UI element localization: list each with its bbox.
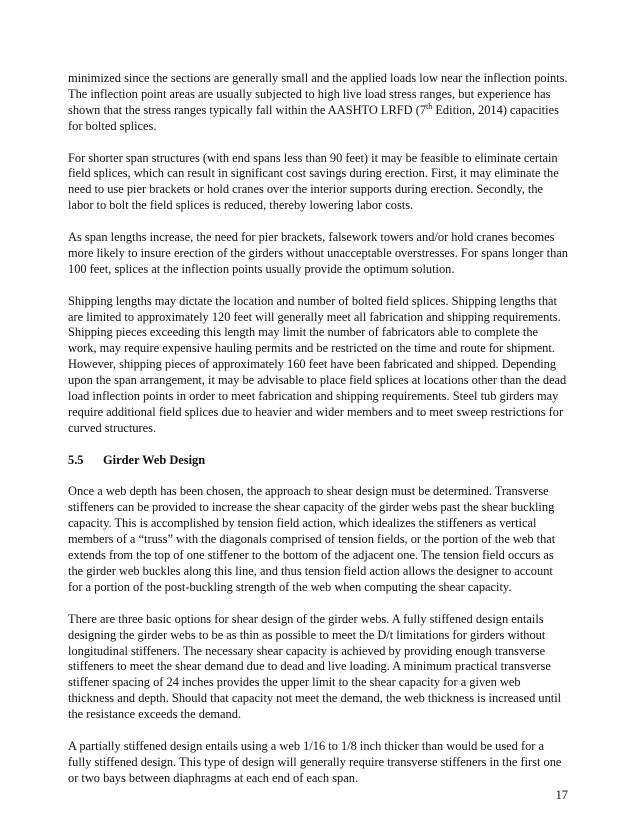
section-title: Girder Web Design xyxy=(103,452,206,467)
section-heading xyxy=(68,453,568,469)
paragraph-shear-design: Once a web depth has been chosen, the approach to shear design must be determined. Transverse stiffeners can be provided to increase the shear capacity of the girder webs past the shear buckling capacity. This is accomplished by tension field action, which idealizes the stiffeners as vertical members of a “truss” with the diagonals comprised of tension fields, or the portion of the web that extends from the top of one stiffener to the bottom of the adjacent one. The tension field occurs as the girder web buckles along this line, and thus tension field action allows the designer to account for a portion of the post-buckling strength of the web when computing the shear capacity. xyxy=(68,484,556,594)
paragraph-text: Edition, 2014) capacities for bolted splices. xyxy=(68,102,559,133)
section-number: 5.5 xyxy=(68,452,84,467)
paragraph-partially-stiffened: A partially stiffened design entails using a web 1/16 to 1/8 inch thicker than would be used for a fully stiffened design. This type of design will generally require transverse stiffeners in the first one or two bays between diaphragms at each end of each span. xyxy=(68,738,562,785)
paragraph-shipping-lengths: Shipping lengths may dictate the location and number of bolted field splices. Shipping lengths that are limited to approximately 120 feet will generally meet all fabrication and shipping requirements. Shipping pieces exceeding this length may limit the number of fabricators able to complete the work, may require expensive hauling permits and be restricted on the time and route for shipment. However, shipping pieces of approximately 160 feet have been fabricated and shipped. Depending upon the span arrangement, it may be advisable to place field splices at locations other than the dead load inflection points in order to meet fabrication and shipping requirements. Steel tub girders may require additional field splices due to heavier and wider members and to meet sweep restrictions for curved structures. xyxy=(68,293,567,435)
paragraph-inflection-points xyxy=(68,71,568,135)
superscript-ordinal: th xyxy=(426,101,433,111)
paragraph-shorter-spans: For shorter span structures (with end spans less than 90 feet) it may be feasible to eliminate certain field splices, which can result in significant cost savings during erection. First, it may eliminate the need to use pier brackets or hold cranes over the interior supports during erection. Secondly, the labor to bolt the field splices is reduced, thereby lowering labor costs. xyxy=(68,150,559,213)
page-number: 17 xyxy=(555,788,568,802)
paragraph-text: minimized since the sections are generally small and the applied loads low near the inflection points. The inflection point areas are usually subjected to high live load stress ranges, but experience has shown that the stress ranges typically fall within the AASHTO LRFD (7 xyxy=(68,71,568,117)
page-body xyxy=(68,71,568,803)
paragraph-design-options: There are three basic options for shear design of the girder webs. A fully stiffened design entails designing the girder webs to be as thin as possible to meet the D/t limitations for girders without longitudinal stiffeners. The necessary shear capacity is achieved by providing enough transverse stiffeners to meet the shear demand due to dead and live loading. A minimum practical transverse stiffener spacing of 24 inches provides the upper limit to the shear capacity for a given web thickness and depth. Should that capacity not meet the demand, the web thickness is increased until the resistance exceeds the demand. xyxy=(68,611,562,722)
paragraph-span-lengths: As span lengths increase, the need for pier brackets, falsework towers and/or hold cranes becomes more likely to insure erection of the girders without unacceptable overstresses. For spans longer than 100 feet, splices at the inflection points usually provide the optimum solution. xyxy=(68,230,568,276)
